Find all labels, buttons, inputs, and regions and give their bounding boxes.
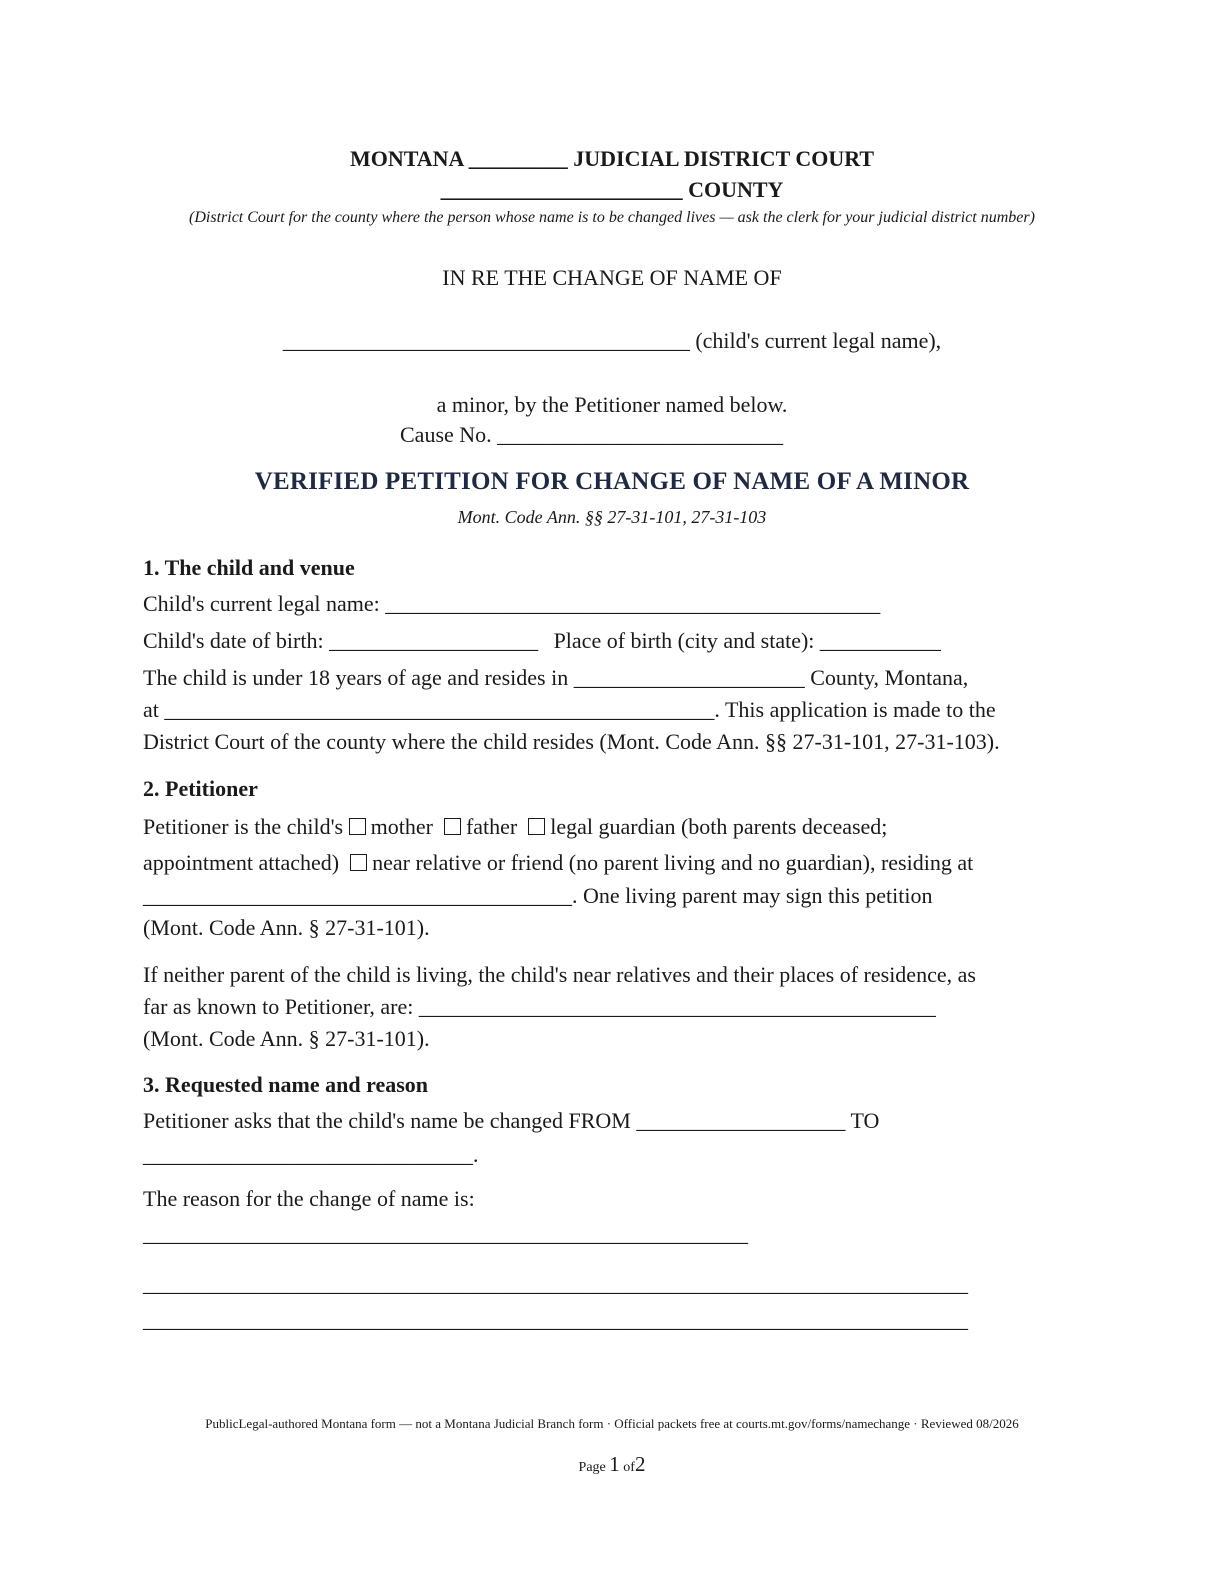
from-row <box>143 1105 1083 1137</box>
reason-line-1 <box>143 1218 1083 1250</box>
document-title: VERIFIED PETITION FOR CHANGE OF NAME OF A MINOR <box>254 468 970 495</box>
father-checkbox[interactable] <box>444 818 461 835</box>
reason-field-1[interactable]: _______________________________________________________ <box>143 1221 748 1246</box>
footer-note: PublicLegal-authored Montana form — not a Montana Judicial Branch form · Official packets free at courts.mt.gov/forms/namechange · Reviewed 08/2026 <box>205 1416 1019 1431</box>
section3-heading: 3. Requested name and reason <box>143 1072 429 1097</box>
one-parent-text: . One living parent may sign this petition <box>572 883 933 908</box>
reason-field-3[interactable]: ___________________________________________________________________________ <box>143 1307 968 1332</box>
pob-label: Place of birth (city and state): <box>553 628 815 653</box>
dob-label: Child's date of birth: <box>143 628 324 653</box>
child-name-field[interactable]: _____________________________________________ <box>385 591 881 616</box>
child-name-field-label: Child's current legal name: <box>143 591 380 616</box>
guardian-cont: appointment attached) <box>143 850 340 875</box>
address-row <box>143 694 1083 726</box>
father-label: father <box>465 814 518 839</box>
reason-label: The reason for the change of name is: <box>143 1186 475 1211</box>
cite-row-2: (Mont. Code Ann. § 27-31-101). <box>143 1026 430 1051</box>
child-name-label: (child's current legal name), <box>695 328 942 353</box>
section2-heading: 2. Petitioner <box>143 776 258 801</box>
reason-line-3 <box>143 1304 1083 1336</box>
page-number <box>0 1452 1224 1477</box>
child-name-line <box>0 328 1224 354</box>
reason-field-2[interactable]: ___________________________________________________________________________ <box>143 1271 968 1296</box>
mother-label: mother <box>370 814 433 839</box>
court-prefix: MONTANA <box>349 146 464 171</box>
section1-heading: 1. The child and venue <box>143 555 355 580</box>
to-label: TO <box>850 1108 880 1133</box>
residence-county-field[interactable]: _____________________ <box>573 665 805 690</box>
residence-row <box>143 662 1083 694</box>
cause-number-line <box>400 422 783 448</box>
district-number-blank[interactable]: _________ <box>468 146 568 171</box>
guardian-label: legal guardian (both parents deceased; <box>550 814 888 839</box>
in-re-heading: IN RE THE CHANGE OF NAME OF <box>442 265 782 290</box>
residing-field[interactable]: _______________________________________ <box>143 883 572 908</box>
court-line <box>0 143 1224 174</box>
petitioner-row-2 <box>143 847 1083 879</box>
dob-field[interactable]: ___________________ <box>329 628 539 653</box>
venue-row: District Court of the county where the child resides (Mont. Code Ann. §§ 27-31-101, 27-31-103). <box>143 729 1000 754</box>
petitioner-row <box>143 811 1083 843</box>
county-suffix: County, Montana, <box>810 665 969 690</box>
relatives-field[interactable]: _______________________________________________ <box>418 994 936 1019</box>
county-label: COUNTY <box>688 177 784 202</box>
county-line <box>0 174 1224 205</box>
petitioner-intro: Petitioner is the child's <box>143 814 344 839</box>
of-label: of <box>623 1460 635 1475</box>
birth-row <box>143 625 1083 657</box>
section2-heading-row <box>143 773 1083 805</box>
child-name-row <box>143 588 1083 620</box>
page-current: 1 <box>609 1452 620 1476</box>
relative-label: near relative or friend (no parent living and no guardian), residing at <box>372 850 974 875</box>
relatives-row <box>143 991 1083 1023</box>
page-total: 2 <box>634 1452 646 1476</box>
cause-number-blank[interactable]: __________________________ <box>497 422 784 447</box>
address-field[interactable]: __________________________________________________ <box>164 697 715 722</box>
reason-line-2 <box>143 1268 1083 1300</box>
statute-citation: Mont. Code Ann. §§ 27-31-101, 27-31-103 <box>457 507 767 527</box>
cause-label: Cause No. <box>400 422 492 447</box>
mother-checkbox[interactable] <box>349 818 366 835</box>
residing-row <box>143 880 1083 912</box>
at-label: at <box>143 697 159 722</box>
from-text: Petitioner asks that the child's name be changed FROM <box>143 1108 631 1133</box>
page-label: Page <box>578 1460 606 1475</box>
section3-heading-row <box>143 1069 1083 1101</box>
to-name-field[interactable]: ______________________________. <box>143 1142 479 1167</box>
pob-field[interactable]: ___________ <box>819 628 941 653</box>
county-blank[interactable]: ______________________ <box>440 177 683 202</box>
section1 <box>143 552 1083 584</box>
guardian-checkbox[interactable] <box>528 818 545 835</box>
far-known-text: far as known to Petitioner, are: <box>143 994 414 1019</box>
from-name-field[interactable]: ___________________ <box>636 1108 846 1133</box>
court-note: (District Court for the county where the person whose name is to be changed lives — ask the clerk for your judicial district number) <box>189 209 1035 226</box>
to-row <box>143 1139 1083 1171</box>
court-suffix: JUDICIAL DISTRICT COURT <box>573 146 875 171</box>
neither-row: If neither parent of the child is living, the child's near relatives and their places of residence, as <box>143 962 976 987</box>
relative-checkbox[interactable] <box>350 854 367 871</box>
resides-text: The child is under 18 years of age and resides in <box>143 665 569 690</box>
minor-line: a minor, by the Petitioner named below. <box>436 392 788 417</box>
child-name-blank[interactable]: _____________________________________ <box>282 328 690 353</box>
application-text: . This application is made to the <box>714 697 996 722</box>
cite-row-1: (Mont. Code Ann. § 27-31-101). <box>143 915 430 940</box>
